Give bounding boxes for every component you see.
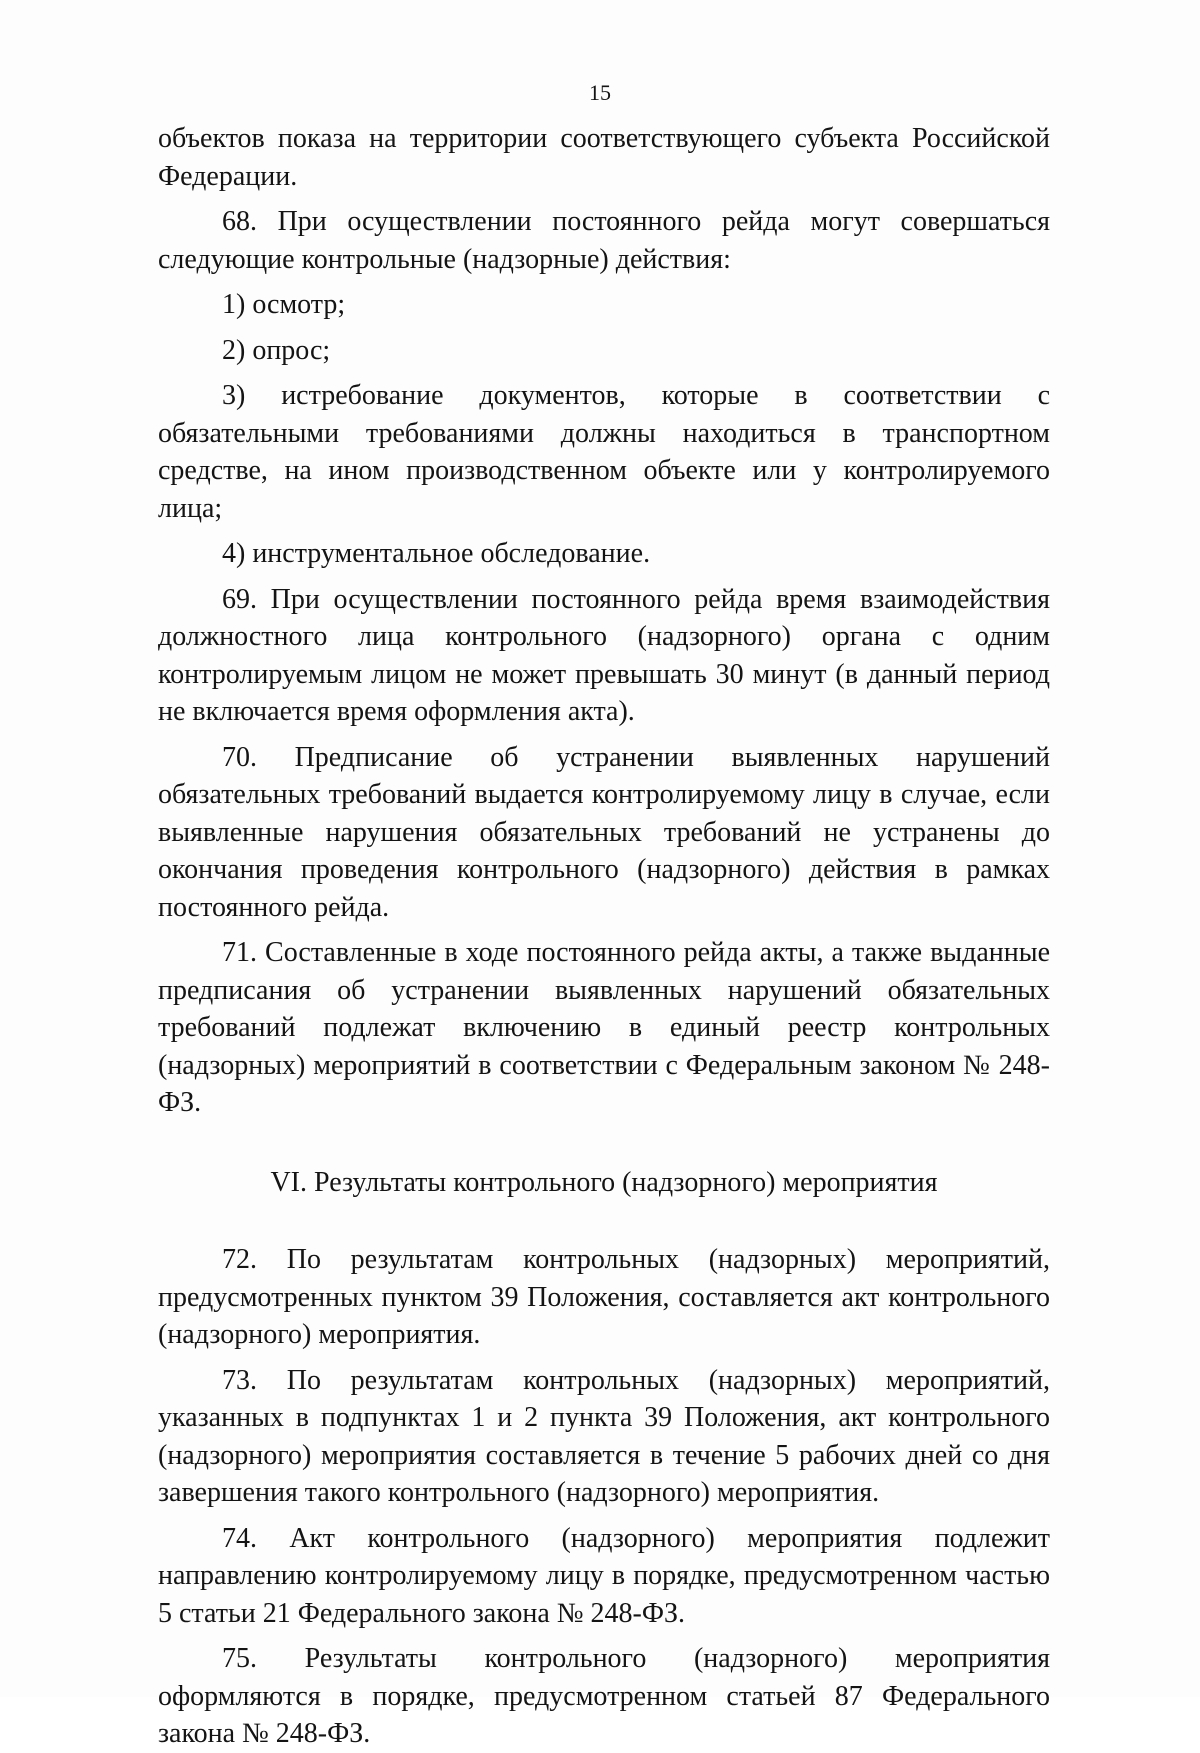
list-item-document-request: 3) истребование документов, которые в соответствии с обязательными требованиями должны находиться в транспортном средстве, на ином производственном объекте или у контролируемого лица; — [158, 380, 1050, 524]
page-number: 15 — [589, 80, 611, 105]
paragraph-69: 69. При осуществлении постоянного рейда время взаимодействия должностного лица контрольного (надзорного) органа с одним контролируемым лицом не может превышать 30 минут (в данный период не включается время оформления акта). — [158, 583, 1050, 727]
list-item-survey: 2) опрос; — [222, 334, 331, 366]
paragraph-75: 75. Результаты контрольного (надзорного) мероприятия оформляются в порядке, предусмотренном статьей 87 Федерального закона № 248-ФЗ. — [158, 1643, 1050, 1749]
list-item-instrumental-examination: 4) инструментальное обследование. — [222, 538, 651, 569]
paragraph-74: 74. Акт контрольного (надзорного) мероприятия подлежит направлению контролируемому лицу в порядке, предусмотренном частью 5 статьи 21 Федерального закона № 248-ФЗ. — [158, 1522, 1050, 1629]
paragraph-71: 71. Составленные в ходе постоянного рейда акты, а также выданные предписания об устранении выявленных нарушений обязательных требований подлежат включению в единый реестр контрольных (надзорных) мероприятий в соответствии с Федеральным законом № 248-ФЗ. — [158, 937, 1050, 1118]
paragraph-68: 68. При осуществлении постоянного рейда могут совершаться следующие контрольные (надзорные) действия: — [158, 206, 1050, 275]
paragraph-continuation: объектов показа на территории соответствующего субъекта Российской Федерации. — [158, 123, 1050, 192]
section-heading-vi: VI. Результаты контрольного (надзорного) мероприятия — [270, 1166, 938, 1198]
paragraph-73: 73. По результатам контрольных (надзорных) мероприятий, указанных в подпунктах 1 и 2 пункта 39 Положения, акт контрольного (надзорного) мероприятия составляется в течение 5 рабочих дней со дня завершения такого контрольного (надзорного) мероприятия. — [158, 1364, 1050, 1508]
paragraph-72: 72. По результатам контрольных (надзорных) мероприятий, предусмотренных пунктом 39 Положения, составляется акт контрольного (надзорного) мероприятия. — [158, 1244, 1050, 1350]
paragraph-70: 70. Предписание об устранении выявленных нарушений обязательных требований выдается контролируемому лицу в случае, если выявленные нарушения обязательных требований не устранены до окончания проведения контрольного (надзорного) действия в рамках постоянного рейда. — [158, 741, 1050, 923]
list-item-inspection: 1) осмотр; — [222, 289, 346, 320]
document-body — [158, 120, 1050, 1753]
